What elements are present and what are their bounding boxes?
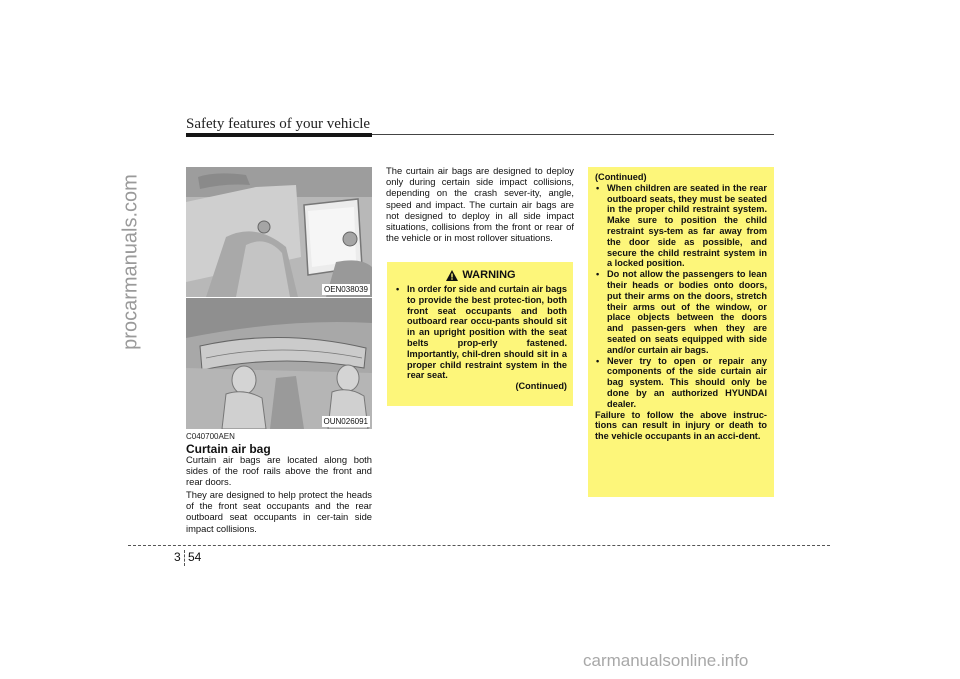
page-number-divider bbox=[184, 550, 185, 566]
list-item: • Do not allow the passengers to lean their heads or bodies onto doors, put their arms on the doors, stretch their arms out of the window, or place objects between the doors and passen-gers when they are seated on seats equipped with side and/or curtain air bags. bbox=[595, 269, 767, 355]
header-rule bbox=[372, 134, 774, 135]
continued-list bbox=[595, 183, 767, 410]
bottom-watermark: carmanualsonline.info bbox=[583, 651, 749, 670]
interior-illustration bbox=[186, 167, 372, 297]
chapter-number: 3 bbox=[174, 550, 181, 564]
list-item: • In order for side and curtain air bags to provide the best protec-tion, both front seat occupants and both outboard rear occu-pants should sit in an upright position with the seat belts prop-erly fastened. Importantly, chil-dren should sit in a proper child restraint system in the rear seat. bbox=[395, 284, 567, 381]
list-item: • Never try to open or repair any components of the side curtain air bag system. This should only be done by an authorized HYUNDAI dealer. bbox=[595, 356, 767, 410]
header-bar bbox=[186, 133, 372, 137]
airbag-diagram bbox=[186, 298, 372, 429]
final-warning-text: Failure to follow the above instruc-tions can result in injury or death to the vehicle occupants in an acci-dent. bbox=[595, 409, 767, 442]
side-watermark: procarmanuals.com bbox=[119, 174, 142, 350]
continued-heading: (Continued) bbox=[595, 172, 647, 182]
warning-title: WARNING bbox=[462, 269, 516, 282]
continued-warning-box bbox=[588, 167, 774, 497]
page-header-title: Safety features of your vehicle bbox=[186, 116, 371, 132]
warning-heading bbox=[395, 270, 567, 281]
footer-rule bbox=[128, 545, 830, 546]
warning-continued: (Continued) bbox=[515, 381, 567, 392]
section-code: C040700AEN bbox=[186, 432, 235, 441]
list-item: • When children are seated in the rear outboard seats, they must be seated in the proper child restraint system. Make sure to position the child restraint sys-tem as far away from the door side as possible, and secure the child restraint system in a locked position. bbox=[595, 183, 767, 269]
paragraph-deployment: The curtain air bags are designed to deploy only during certain side impact collisions, depending on the crash sever-ity, angle, speed and impact. The curtain air bags are not designed to deploy in all side impact situations, collisions from the front or rear of the vehicle or in most rollover situations. bbox=[386, 165, 574, 244]
curtain-airbag-deployed-illustration bbox=[186, 298, 372, 429]
paragraph-location: Curtain air bags are located along both sides of the roof rails above the front and rear doors. bbox=[186, 454, 372, 488]
section-title: Curtain air bag bbox=[186, 442, 271, 456]
warning-box bbox=[387, 262, 573, 406]
curtain-airbag-interior-photo bbox=[186, 167, 372, 297]
warning-triangle-icon bbox=[446, 270, 458, 281]
page-number: 54 bbox=[188, 550, 202, 564]
paragraph-protection: They are designed to help protect the heads of the front seat occupants and the rear outboard seat occupants in cer-tain side impact collisions. bbox=[186, 489, 372, 534]
image-code-bottom: OUN026091 bbox=[323, 417, 368, 426]
warning-list bbox=[395, 284, 567, 381]
image-code-top: OEN038039 bbox=[323, 285, 368, 294]
